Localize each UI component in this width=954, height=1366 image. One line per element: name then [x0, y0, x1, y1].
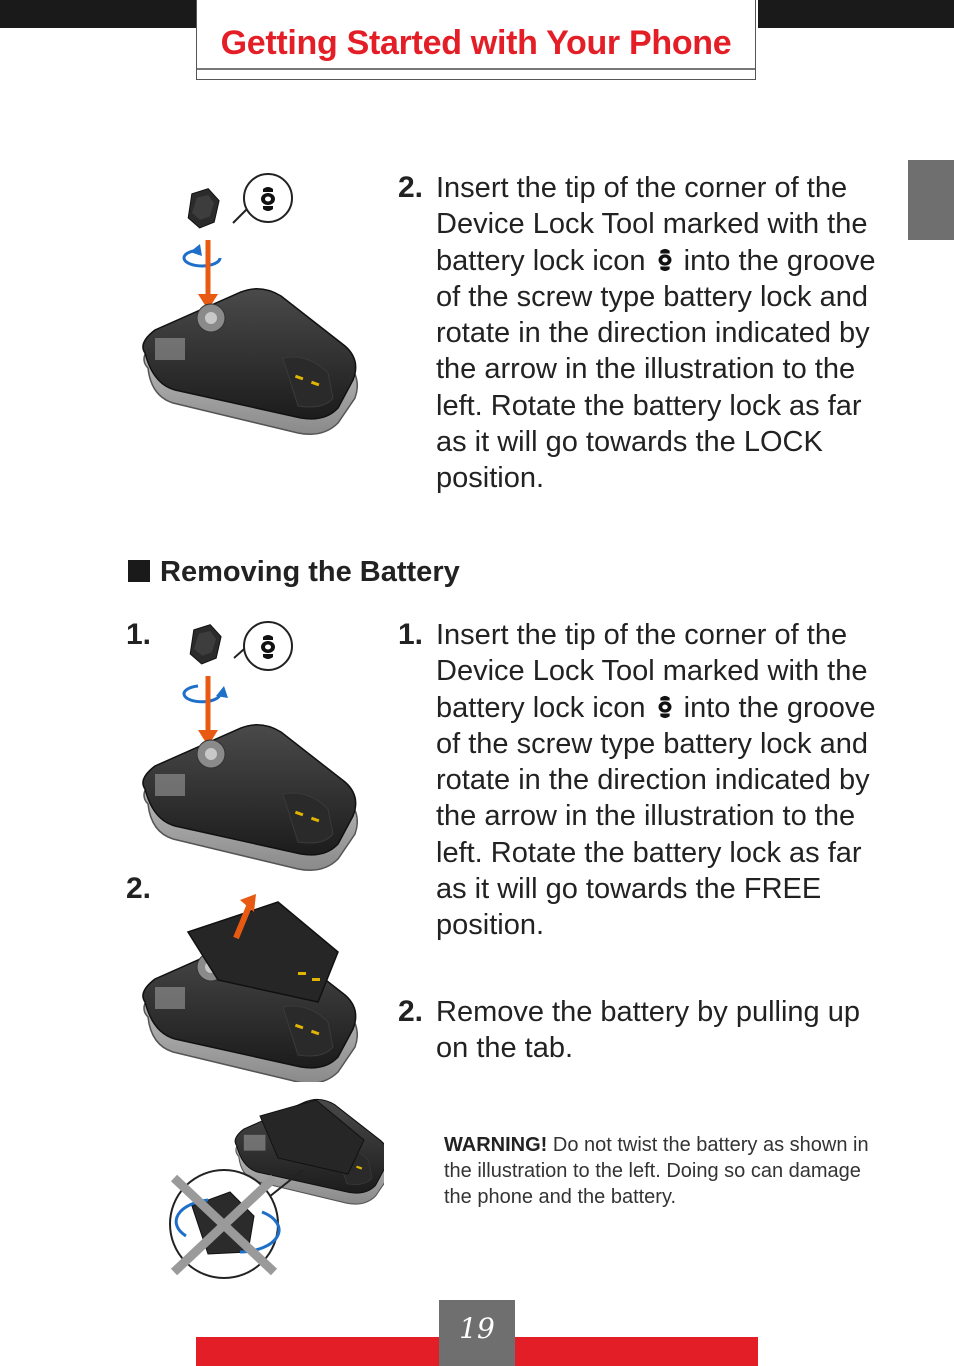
- page-number: 19: [459, 1312, 495, 1345]
- section-tab-marker: [908, 160, 954, 240]
- footer-bar-left: [196, 1337, 439, 1366]
- footer-bar-right: [515, 1337, 758, 1366]
- step-text-part: Insert the tip of the corner of the Device Lock Tool marked with the battery lock icon: [436, 619, 868, 724]
- twisted-battery-warning-illustration: [168, 1096, 384, 1288]
- step-number: 2.: [398, 995, 424, 1028]
- page-title: Getting Started with Your Phone: [220, 24, 732, 62]
- header-divider: [197, 68, 755, 70]
- lock-battery-illustration: [128, 168, 358, 440]
- header-bar-right: [758, 0, 954, 28]
- section-heading-text: Removing the Battery: [160, 556, 460, 588]
- remove-battery-illustration: [128, 892, 358, 1082]
- page-number-box: [439, 1300, 515, 1366]
- section-heading: [128, 556, 460, 589]
- step-text: [436, 170, 886, 497]
- square-bullet-icon: [128, 560, 150, 582]
- battery-lock-icon: [654, 694, 676, 720]
- header-bar-left: [0, 0, 196, 28]
- figure-label-1: 1.: [126, 618, 152, 651]
- step-text: Remove the battery by pulling up on the tab.: [436, 996, 860, 1065]
- step-text: [436, 617, 886, 944]
- step-text-part: into the groove of the screw type battery lock and rotate in the direction indicated by the arrow in the illustration to the left. Rotate the battery lock as far as it will go towards the FREE position.: [436, 691, 876, 942]
- step-text-part: into the groove of the screw type battery lock and rotate in the direction indicated by the arrow in the illustration to the left. Rotate the battery lock as far as it will go towards the LOCK position.: [436, 244, 876, 495]
- figure-label-2: 2.: [126, 872, 152, 905]
- warning-body: Do not twist the battery as shown in the illustration to the left. Doing so can damage the phone and the battery.: [444, 1134, 869, 1208]
- step-number: 2.: [398, 171, 424, 204]
- battery-lock-icon: [654, 247, 676, 273]
- step-text-part: Insert the tip of the corner of the Device Lock Tool marked with the battery lock icon: [436, 172, 868, 277]
- unlock-battery-illustration: [128, 616, 358, 874]
- step-number: 1.: [398, 618, 424, 651]
- warning-label: WARNING!: [444, 1134, 548, 1156]
- header: [196, 0, 756, 80]
- warning-text: [444, 1132, 894, 1210]
